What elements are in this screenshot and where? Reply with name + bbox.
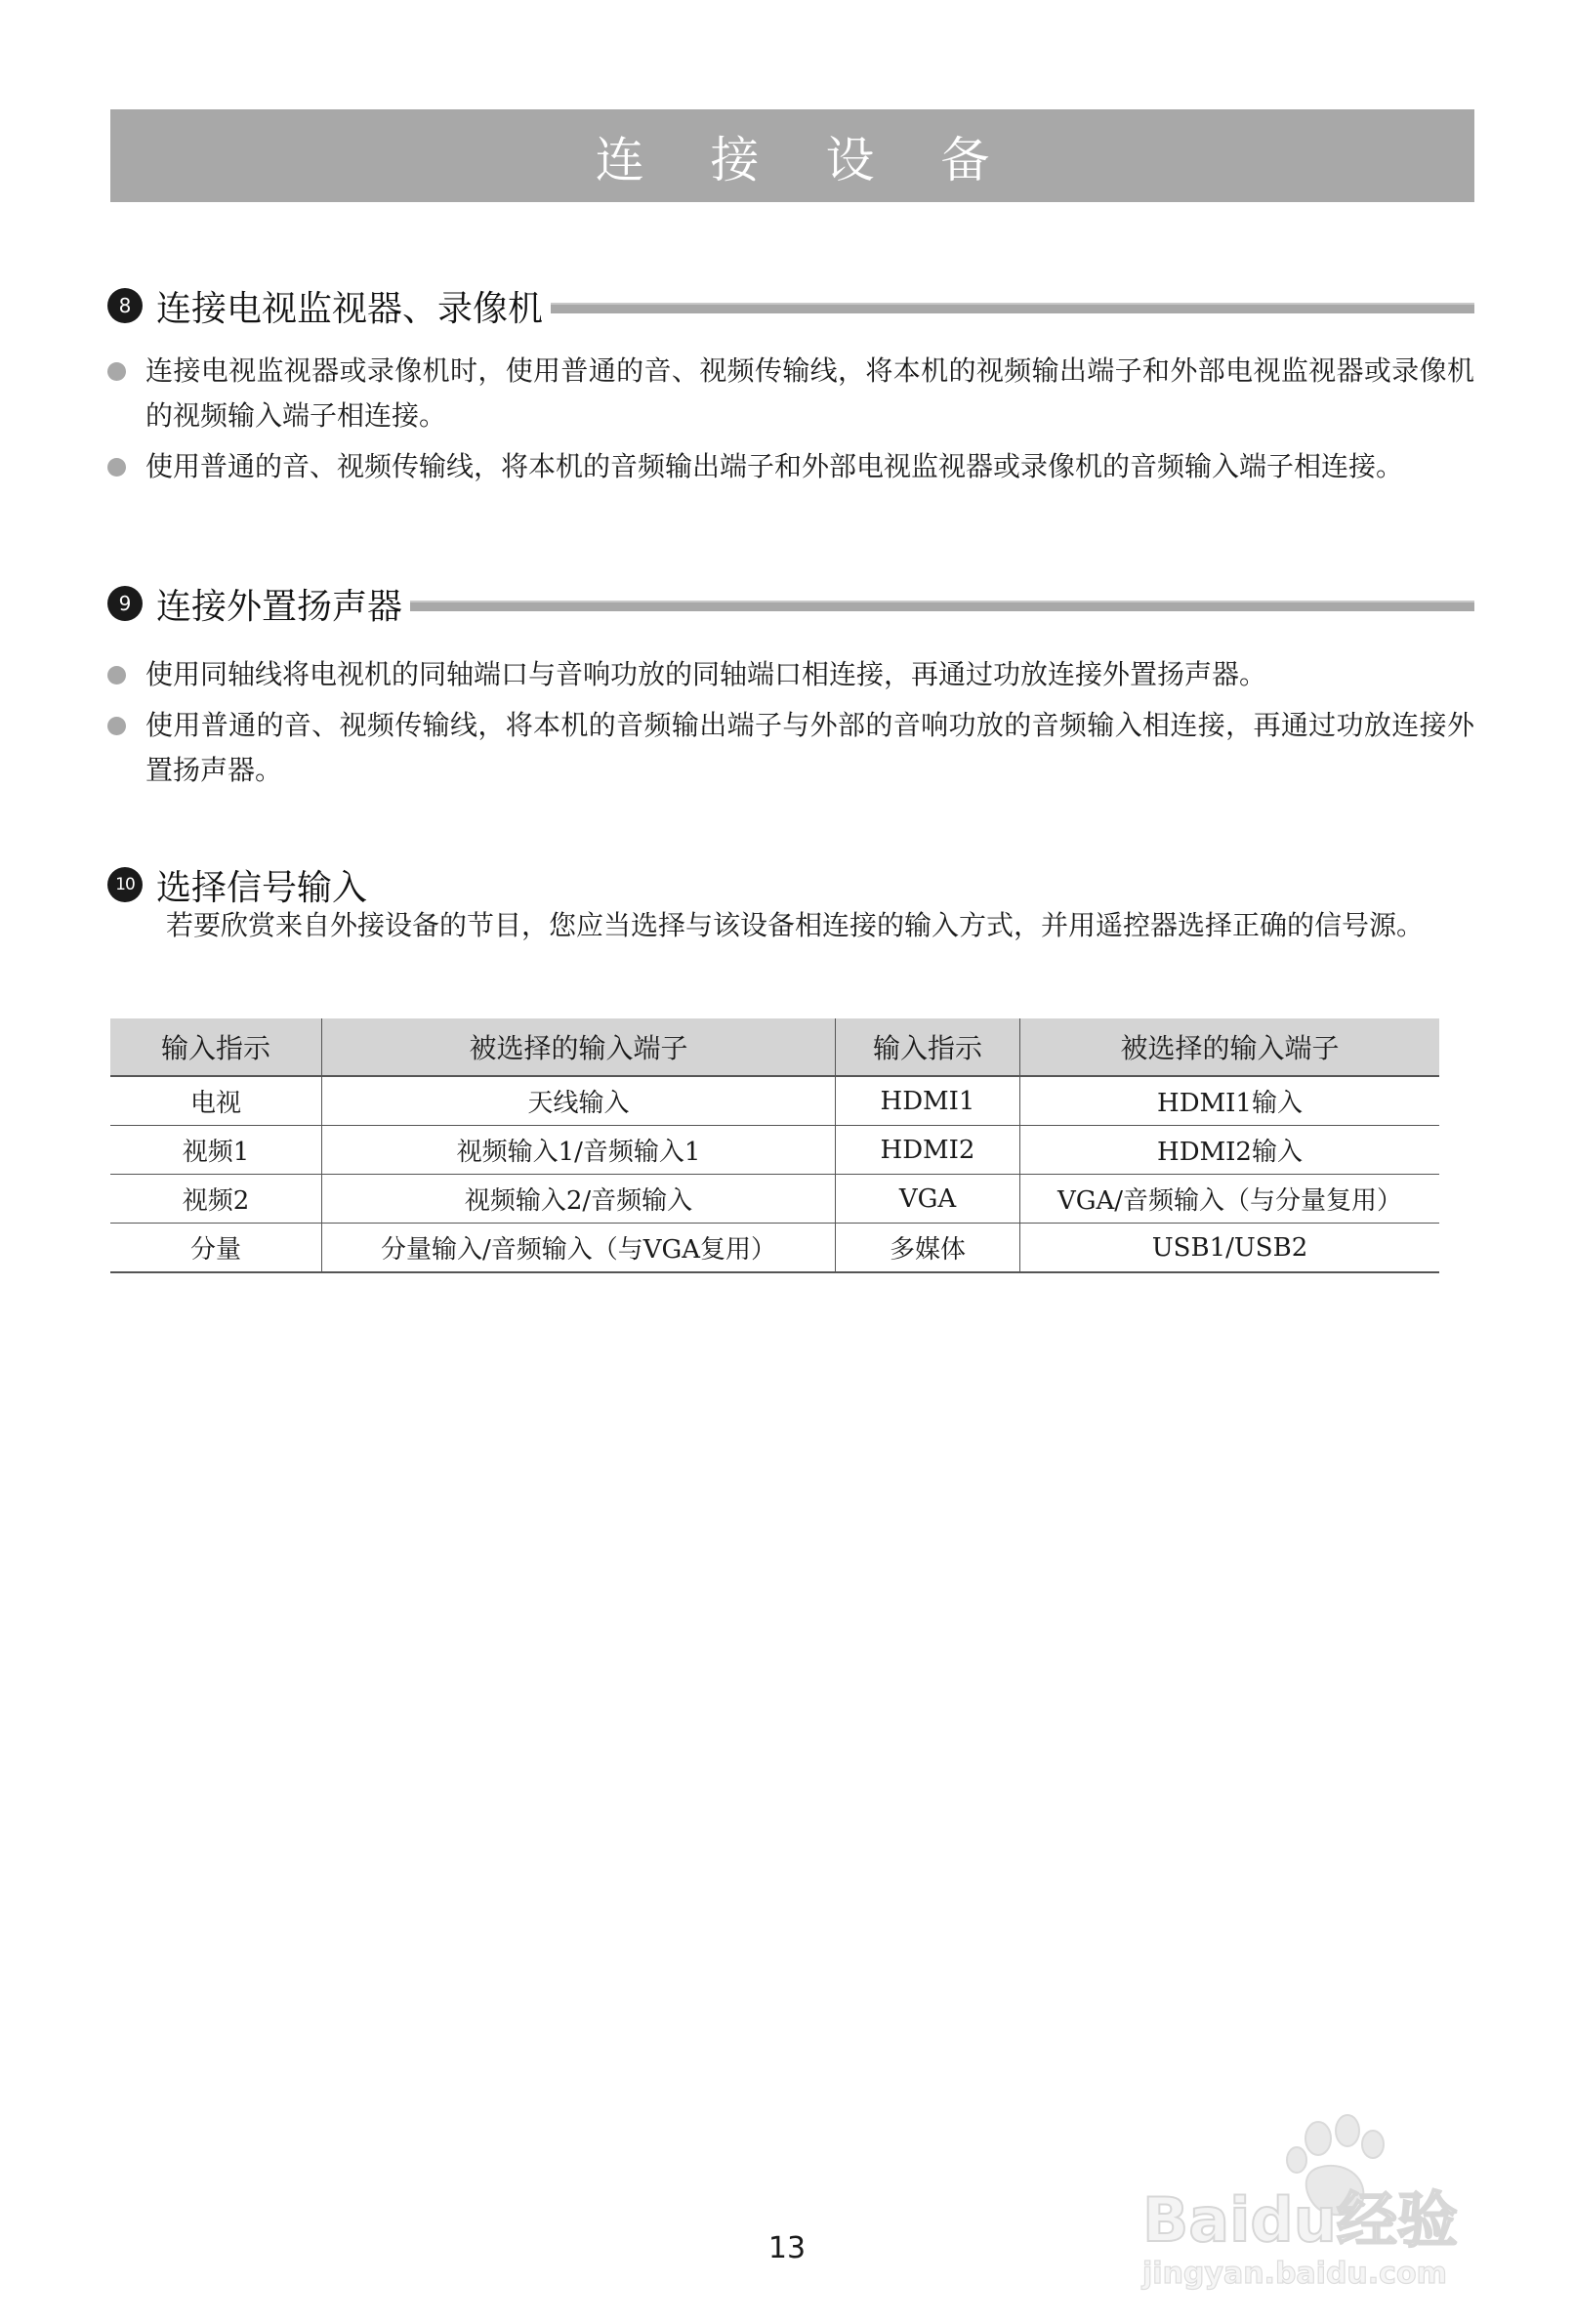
table-cell: 视频2 <box>110 1175 322 1224</box>
section-number-badge: 10 <box>107 867 143 902</box>
table-cell: 视频1 <box>110 1126 322 1175</box>
table-cell: HDMI1输入 <box>1020 1076 1440 1126</box>
list-item-text: 使用普通的音、视频传输线，将本机的音频输出端子和外部电视监视器或录像机的音频输入端子相连接。 <box>145 450 1404 482</box>
list-item-text: 使用同轴线将电视机的同轴端口与音响功放的同轴端口相连接，再通过功放连接外置扬声器。 <box>145 658 1267 690</box>
bullet-icon <box>107 458 126 477</box>
section-8-bullets <box>107 349 1474 495</box>
page-title: 连 接 设 备 <box>595 131 1015 188</box>
bullet-icon <box>107 666 126 685</box>
section-heading-text: 连接电视监视器、录像机 <box>156 288 544 329</box>
table-cell: HDMI1 <box>836 1076 1020 1126</box>
watermark-url: jingyan.baidu.com <box>1142 2257 1447 2291</box>
table-cell: VGA <box>836 1175 1020 1224</box>
table-header-cell: 输入指示 <box>836 1018 1020 1076</box>
list-item <box>107 444 1474 489</box>
table-cell: 多媒体 <box>836 1224 1020 1273</box>
page-number: 13 <box>767 2231 807 2265</box>
table-cell: 分量 <box>110 1224 322 1273</box>
section-number-badge: 8 <box>107 288 143 323</box>
section-10-paragraph: 若要欣赏来自外接设备的节目，您应当选择与该设备相连接的输入方式，并用遥控器选择正确的信号源。 <box>166 909 1425 941</box>
table-cell: 视频输入1/音频输入1 <box>322 1126 836 1175</box>
table-row <box>110 1076 1439 1126</box>
table-header-cell: 输入指示 <box>110 1018 322 1076</box>
input-source-table <box>110 1018 1439 1273</box>
table-cell: 视频输入2/音频输入 <box>322 1175 836 1224</box>
bullet-icon <box>107 362 126 381</box>
list-item-text: 使用普通的音、视频传输线，将本机的音频输出端子与外部的音响功放的音频输入相连接，再通过功放连接外置扬声器。 <box>145 709 1474 786</box>
section-heading-8 <box>107 280 1474 331</box>
table-header-row <box>110 1018 1439 1076</box>
table-cell: HDMI2 <box>836 1126 1020 1175</box>
section-heading-text: 选择信号输入 <box>156 867 368 908</box>
list-item <box>107 703 1474 793</box>
list-item-text: 连接电视监视器或录像机时，使用普通的音、视频传输线，将本机的视频输出端子和外部电视监视器或录像机的视频输入端子相连接。 <box>145 354 1474 432</box>
table-header-cell: 被选择的输入端子 <box>1020 1018 1440 1076</box>
table-row <box>110 1126 1439 1175</box>
table-header-cell: 被选择的输入端子 <box>322 1018 836 1076</box>
table-cell: HDMI2输入 <box>1020 1126 1440 1175</box>
table-cell: VGA/音频输入（与分量复用） <box>1020 1175 1440 1224</box>
watermark-brand: Baidu经验 <box>1142 2184 1458 2256</box>
baidu-jingyan-watermark <box>1133 2109 1504 2295</box>
table-cell: 电视 <box>110 1076 322 1126</box>
table-row <box>110 1224 1439 1273</box>
list-item <box>107 652 1474 697</box>
section-heading-9 <box>107 578 1474 629</box>
table-cell: USB1/USB2 <box>1020 1224 1440 1273</box>
heading-divider <box>551 303 1474 313</box>
section-heading-text: 连接外置扬声器 <box>156 586 403 627</box>
bullet-icon <box>107 717 126 735</box>
table-cell: 分量输入/音频输入（与VGA复用） <box>322 1224 836 1273</box>
heading-divider <box>410 601 1474 611</box>
section-number-badge: 9 <box>107 586 143 621</box>
list-item <box>107 349 1474 438</box>
section-9-bullets <box>107 652 1474 799</box>
page-title-bar <box>110 109 1474 202</box>
table-row <box>110 1175 1439 1224</box>
table-cell: 天线输入 <box>322 1076 836 1126</box>
